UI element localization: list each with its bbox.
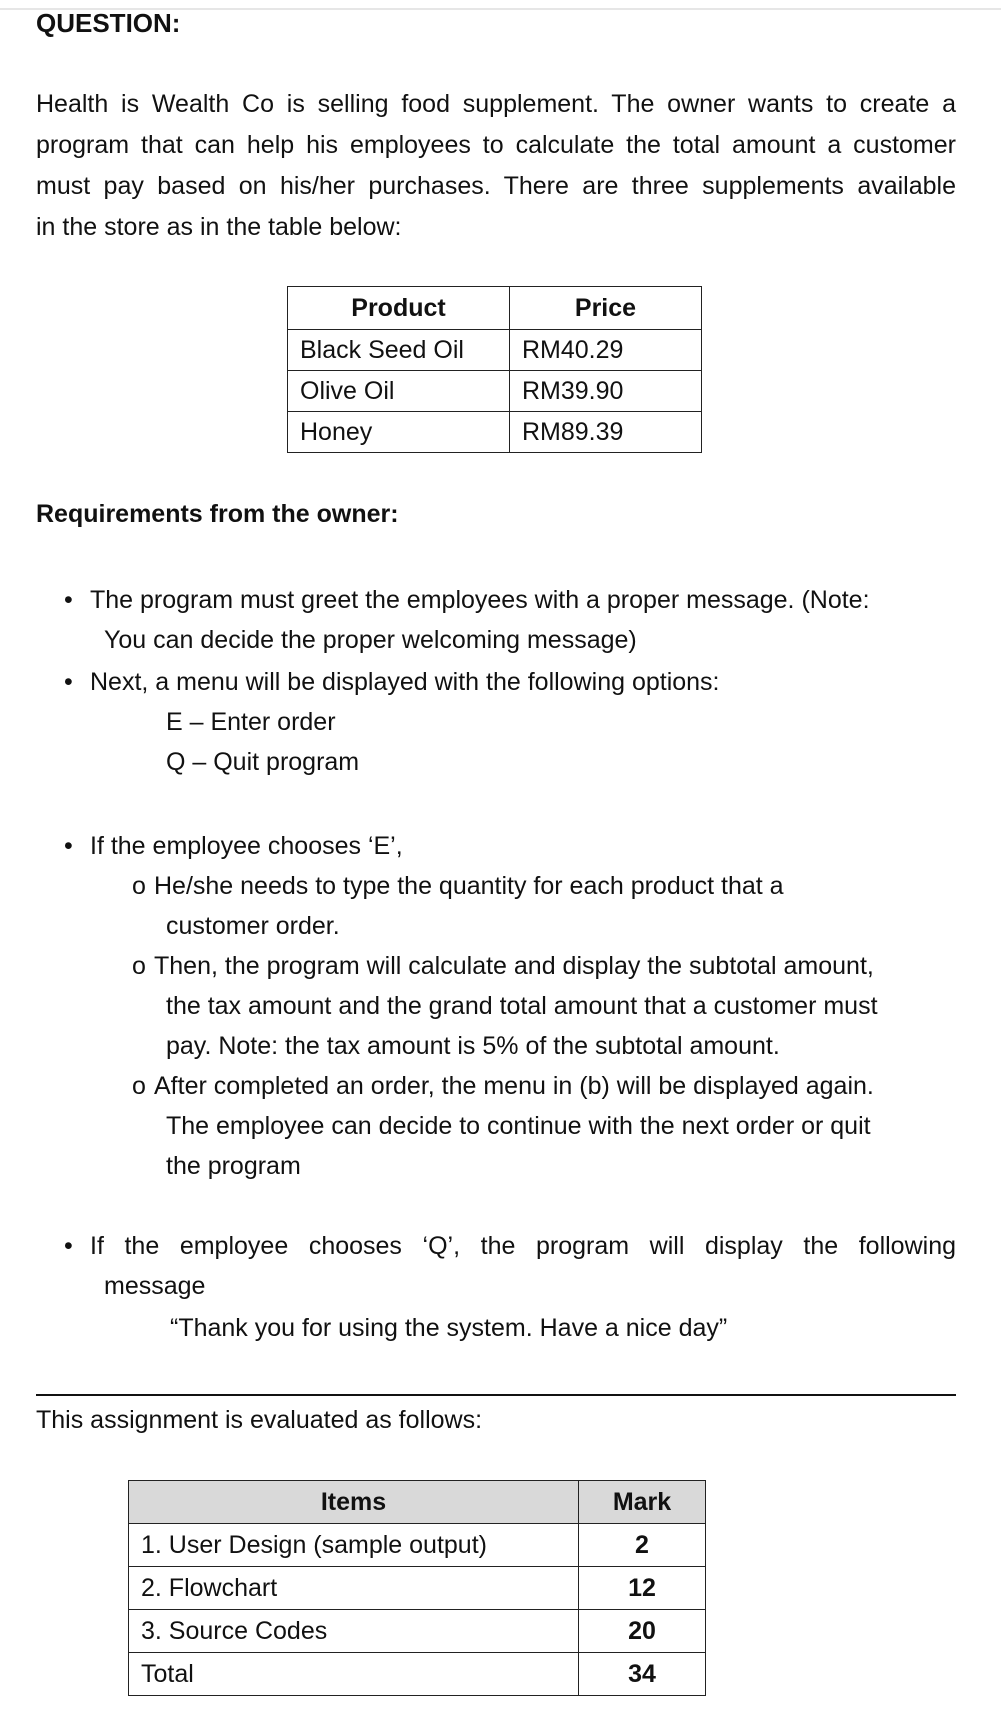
price-cell: RM40.29	[510, 330, 702, 371]
menu-option-e: E – Enter order	[166, 708, 336, 736]
item-cell: Total	[129, 1653, 579, 1696]
requirements-title: Requirements from the owner:	[36, 500, 399, 528]
table-row	[129, 1610, 706, 1653]
intro-line: must pay based on his/her purchases. There are three supplements available	[36, 172, 956, 200]
mark-cell: 12	[579, 1567, 706, 1610]
intro-line: program that can help his employees to calculate the total amount a customer	[36, 131, 956, 159]
mark-header: Mark	[579, 1481, 706, 1524]
product-price-table	[287, 286, 702, 453]
price-cell: RM89.39	[510, 412, 702, 453]
product-header: Product	[288, 287, 510, 330]
bullet-text: The program must greet the employees with a proper message. (Note:	[90, 586, 870, 614]
mark-cell: 34	[579, 1653, 706, 1696]
sub-item-text: After completed an order, the menu in (b) will be displayed again.	[154, 1072, 874, 1100]
sub-item-text: He/she needs to type the quantity for each product that a	[154, 872, 784, 900]
table-row	[288, 330, 702, 371]
sub-item-text: the tax amount and the grand total amount that a customer must	[166, 992, 878, 1020]
sub-item-repeat	[132, 1066, 992, 1186]
table-row	[129, 1524, 706, 1567]
table-row	[288, 371, 702, 412]
table-row	[129, 1653, 706, 1696]
sub-bullet-icon: o	[132, 1072, 146, 1100]
price-header: Price	[510, 287, 702, 330]
evaluation-intro: This assignment is evaluated as follows:	[36, 1406, 483, 1434]
bullet-menu	[64, 662, 720, 702]
bullet-text: message	[104, 1272, 206, 1300]
sub-item-quantity	[132, 866, 992, 946]
bullet-icon: •	[64, 1232, 73, 1260]
sub-item-text: Then, the program will calculate and display the subtotal amount,	[154, 952, 874, 980]
bullet-icon: •	[64, 586, 73, 614]
product-cell: Honey	[288, 412, 510, 453]
mark-cell: 2	[579, 1524, 706, 1567]
table-header-row	[288, 287, 702, 330]
question-heading: QUESTION:	[36, 8, 181, 38]
bullet-greeting	[64, 580, 870, 660]
section-divider	[36, 1394, 956, 1396]
sub-bullet-icon: o	[132, 952, 146, 980]
sub-item-calculate	[132, 946, 992, 1066]
thank-you-quote: “Thank you for using the system. Have a nice day”	[170, 1314, 728, 1342]
sub-item-text: The employee can decide to continue with the next order or quit	[166, 1112, 871, 1140]
bullet-choose-e	[64, 826, 403, 866]
mark-cell: 20	[579, 1610, 706, 1653]
bullet-icon: •	[64, 668, 73, 696]
bullet-choose-q	[64, 1226, 956, 1306]
bullet-text: If the employee chooses ‘Q’, the program will display the following	[90, 1232, 956, 1260]
items-header: Items	[129, 1481, 579, 1524]
sub-item-text: customer order.	[166, 912, 340, 940]
sub-item-text: the program	[166, 1152, 301, 1180]
item-cell: 3. Source Codes	[129, 1610, 579, 1653]
intro-line: Health is Wealth Co is selling food supplement. The owner wants to create a	[36, 90, 956, 118]
product-cell: Black Seed Oil	[288, 330, 510, 371]
item-cell: 1. User Design (sample output)	[129, 1524, 579, 1567]
evaluation-table	[128, 1480, 706, 1696]
product-cell: Olive Oil	[288, 371, 510, 412]
bullet-text: If the employee chooses ‘E’,	[90, 832, 403, 860]
bullet-icon: •	[64, 832, 73, 860]
menu-option-q: Q – Quit program	[166, 748, 360, 776]
table-row	[288, 412, 702, 453]
bullet-text: You can decide the proper welcoming message)	[104, 626, 637, 654]
table-header-row	[129, 1481, 706, 1524]
intro-line: in the store as in the table below:	[36, 213, 402, 241]
intro-paragraph	[36, 84, 956, 248]
bullet-text: Next, a menu will be displayed with the following options:	[90, 668, 720, 696]
item-cell: 2. Flowchart	[129, 1567, 579, 1610]
sub-item-text: pay. Note: the tax amount is 5% of the subtotal amount.	[166, 1032, 780, 1060]
table-row	[129, 1567, 706, 1610]
price-cell: RM39.90	[510, 371, 702, 412]
sub-bullet-icon: o	[132, 872, 146, 900]
